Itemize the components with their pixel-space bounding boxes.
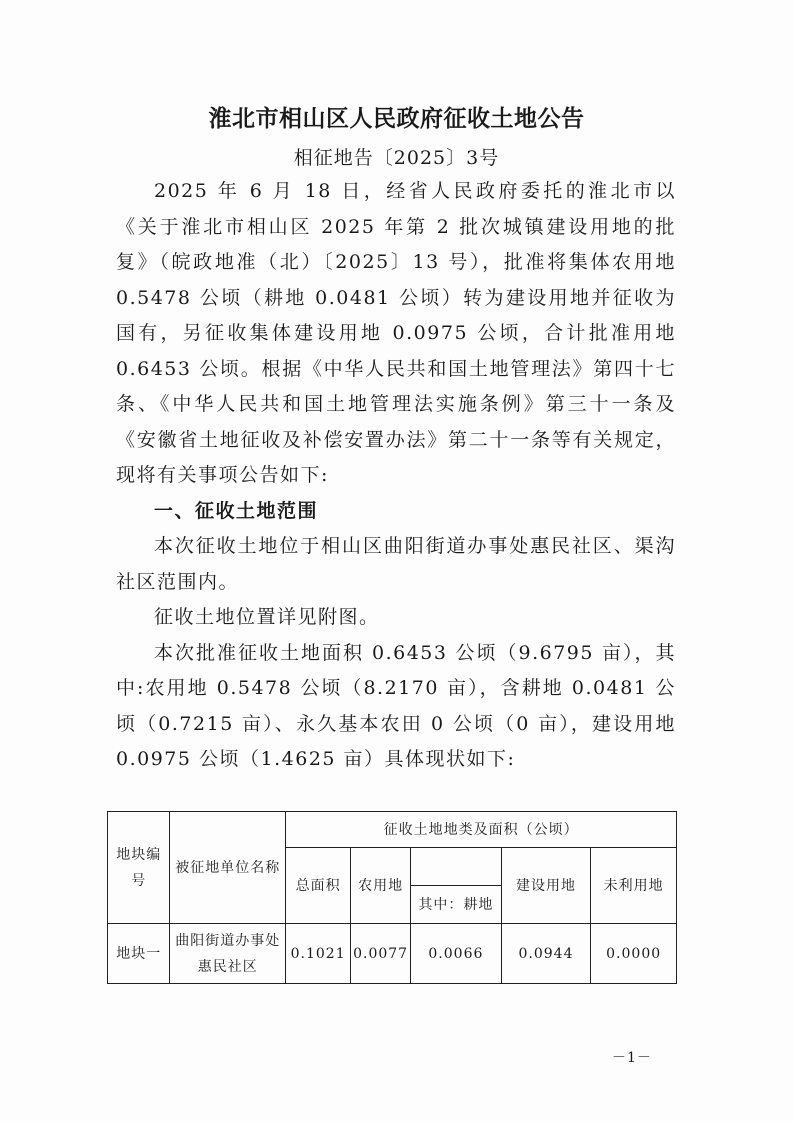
table-row [108,924,677,984]
scope-paragraph: 本次征收土地位于相山区曲阳街道办事处惠民社区、渠沟社区范围内。 [116,535,676,593]
section-heading-scope: 一、征收土地范围 [154,499,319,522]
document-body [116,174,676,778]
header-agricultural: 农用地 [351,848,411,924]
header-unit-name: 被征地单位名称 [170,812,286,924]
page-number: －1－ [612,1050,652,1066]
intro-paragraph: 2025 年 6 月 18 日，经省人民政府委托的淮北市以《关于淮北市相山区 2025 年第 2 批次城镇建设用地的批复》（皖政地准（北）〔2025〕13 号），批准将集体农用地 0.5478 公顷（耕地 0.0481 公顷）转为建设用地并征收为国有，另征收集体建设用地 0.0975 公顷，合计批准用地 0.6453 公顷。根据《中华人民共和国土地管理法》第四十七条、《中华人民共和国土地管理法实施条例》第三十一条及《安徽省土地征收及补偿安置办法》第二十一条等有关规定，现将有关事项公告如下: [116,180,676,486]
cell-unit-name: 曲阳街道办事处惠民社区 [170,924,286,984]
cell-agricultural: 0.0077 [351,924,411,984]
header-construction: 建设用地 [501,848,591,924]
header-agri-blank [411,848,502,886]
header-parcel-no: 地块编号 [108,812,170,924]
cell-parcel-no: 地块一 [108,924,170,984]
cell-unused: 0.0000 [591,924,677,984]
header-land-category-group: 征收土地地类及面积（公顷） [286,812,677,848]
document-number: 相征地告〔2025〕3号 [293,147,500,169]
header-total-area: 总面积 [286,848,351,924]
cell-total-area: 0.1021 [286,924,351,984]
location-paragraph: 征收土地位置详见附图。 [154,606,380,628]
land-area-table [107,811,677,984]
area-paragraph: 本次批准征收土地面积 0.6453 公顷（9.6795 亩），其中:农用地 0.5478 公顷（8.2170 亩），含耕地 0.0481 公顷（0.7215 亩）、永久基本农田 0 公顷（0 亩），建设用地 0.0975 公顷（1.4625 亩）具体现状如下: [116,641,676,770]
cell-cultivated: 0.0066 [411,924,502,984]
cell-construction: 0.0944 [501,924,591,984]
page-title: 淮北市相山区人民政府征收土地公告 [208,106,585,132]
header-cultivated: 其中：耕地 [411,886,502,924]
header-unused: 未利用地 [591,848,677,924]
